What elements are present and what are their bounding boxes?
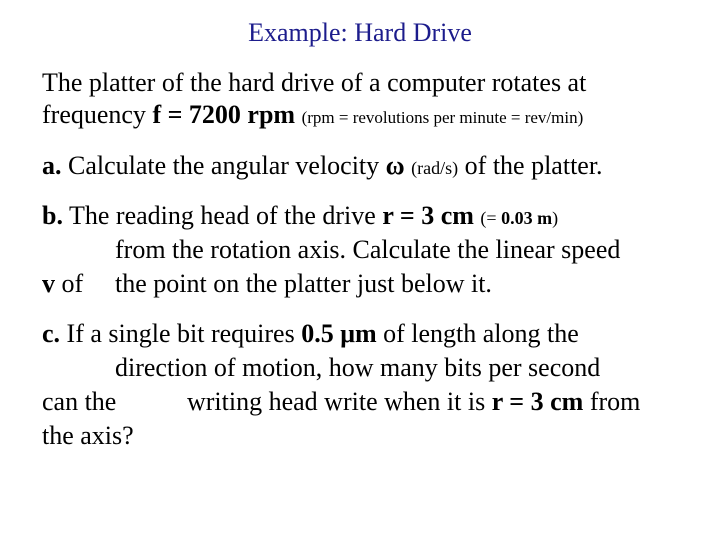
question-c-line-2: direction of motion, how many bits per second	[115, 353, 601, 382]
rpm-note: (rpm = revolutions per minute = rev/min)	[301, 108, 584, 127]
omega-symbol: ω	[385, 151, 405, 180]
radius-value: r = 3 cm	[382, 201, 474, 230]
intro-line-1: The platter of the hard drive of a computer rotates at	[42, 68, 587, 97]
question-c-line-1: c. If a single bit requires 0.5 μm of length along the	[42, 319, 579, 348]
question-c-line-4: the axis?	[42, 421, 134, 450]
question-c-text: If a single bit requires	[60, 319, 302, 348]
radius-value-c: r = 3 cm	[491, 387, 584, 416]
question-b-line-3: the point on the platter just below it.	[115, 269, 492, 298]
question-a-text: Calculate the angular velocity	[61, 151, 386, 180]
frequency-value: f = 7200 rpm	[152, 100, 296, 129]
omega-unit: (rad/s)	[411, 158, 459, 178]
question-a	[42, 150, 603, 184]
page-title: Example: Hard Drive	[248, 18, 472, 47]
radius-conversion: (= 0.03 m)	[480, 208, 559, 228]
question-b-line-2: from the rotation axis. Calculate the linear speed	[115, 235, 621, 264]
bit-length-value: 0.5 μm	[301, 319, 377, 348]
question-b-label: b.	[42, 201, 63, 230]
intro-prefix: frequency	[42, 100, 153, 129]
question-c-line-3: writing head write when it is r = 3 cm from	[187, 387, 641, 416]
intro-line-2	[42, 99, 583, 134]
question-c-label: c.	[42, 319, 61, 348]
question-a-text-end: of the platter.	[458, 151, 603, 180]
question-b-text: The reading head of the drive	[62, 201, 383, 230]
question-b-v-of: v of	[42, 269, 84, 298]
question-b-line-1	[42, 200, 558, 234]
question-a-label: a.	[42, 151, 62, 180]
question-c-can-the: can the	[42, 387, 117, 416]
speed-symbol: v	[42, 269, 55, 298]
